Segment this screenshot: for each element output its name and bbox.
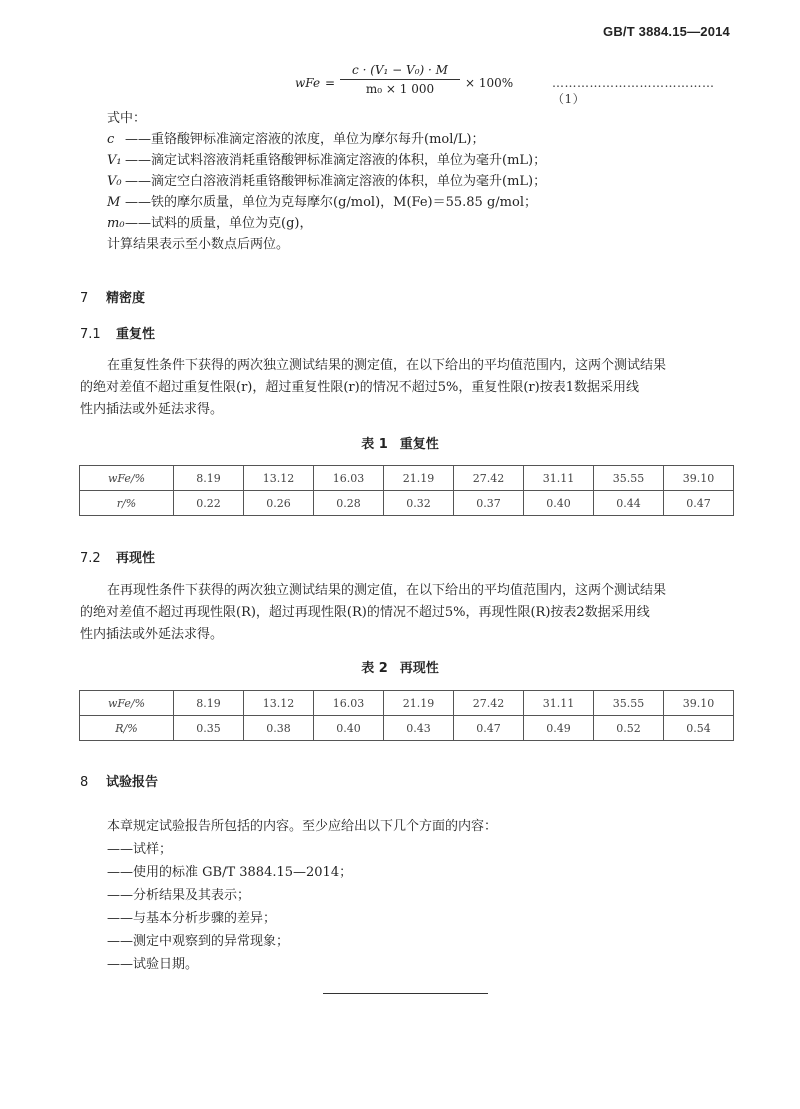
table-cell: 0.32 <box>384 491 454 516</box>
table-number: 表 2 <box>361 661 388 676</box>
formula-number <box>552 76 735 107</box>
definition-text: ——试料的质量，单位为克(g)， <box>125 216 313 231</box>
row-header: wFe/% <box>80 691 174 716</box>
section-title: 试验报告 <box>106 775 159 790</box>
where-intro: 式中： <box>107 111 147 126</box>
formula-denominator: m₀ × 1 000 <box>365 82 435 96</box>
table-cell: 0.40 <box>524 491 594 516</box>
table-cell: 27.42 <box>454 691 524 716</box>
result-precision-note: 计算结果表示至小数点后两位。 <box>107 237 290 252</box>
table-cell: 21.19 <box>384 691 454 716</box>
table-cell: 31.11 <box>524 691 594 716</box>
table-row <box>80 466 734 491</box>
section-8-heading <box>80 771 158 790</box>
table-cell: 8.19 <box>174 691 244 716</box>
table-cell: 39.10 <box>664 466 734 491</box>
reproducibility-paragraph <box>80 580 735 646</box>
table-cell: 39.10 <box>664 691 734 716</box>
list-item: ——试样； <box>107 842 173 857</box>
table-cell: 0.43 <box>384 716 454 741</box>
reproducibility-table <box>79 690 734 741</box>
definition-v0 <box>107 171 546 192</box>
list-item: ——使用的标准 GB/T 3884.15—2014； <box>107 865 353 880</box>
definition-c <box>107 129 546 150</box>
table-row <box>80 491 734 516</box>
table-cell: 0.47 <box>664 491 734 516</box>
table-2-caption <box>0 657 800 676</box>
repeatability-table <box>79 465 734 516</box>
paragraph-line: 在重复性条件下获得的两次独立测试结果的测定值，在以下给出的平均值范围内，这两个测试结果 <box>107 358 667 373</box>
table-cell: 0.40 <box>314 716 384 741</box>
section-title: 精密度 <box>106 291 146 306</box>
definition-symbol: V₁ <box>107 153 122 168</box>
formula-fraction <box>340 63 460 96</box>
formula-number-label: （1） <box>552 92 586 106</box>
paragraph-line: 的绝对差值不超过重复性限(r)，超过重复性限(r)的情况不超过5%，重复性限(r)按表1数据采用线 <box>80 380 639 395</box>
end-rule <box>323 993 488 994</box>
section-7-1-heading <box>80 323 155 342</box>
definition-symbol: m₀ <box>107 216 125 231</box>
table-cell: 16.03 <box>314 691 384 716</box>
section-7-2-heading <box>80 547 155 566</box>
section-title: 再现性 <box>116 551 156 566</box>
paragraph-line: 在再现性条件下获得的两次独立测试结果的测定值，在以下给出的平均值范围内，这两个测试结果 <box>107 583 667 598</box>
test-report-list <box>107 815 497 976</box>
table-cell: 0.49 <box>524 716 594 741</box>
definition-text: ——重铬酸钾标准滴定溶液的浓度，单位为摩尔每升(mol/L)； <box>125 132 485 147</box>
definition-symbol: V₀ <box>107 174 122 189</box>
definition-m0 <box>107 213 546 234</box>
table-cell: 0.22 <box>174 491 244 516</box>
definition-text: ——滴定试料溶液消耗重铬酸钾标准滴定溶液的体积，单位为毫升(mL)； <box>125 153 547 168</box>
table-cell: 0.38 <box>244 716 314 741</box>
table-title: 再现性 <box>399 661 439 676</box>
repeatability-paragraph <box>80 355 735 421</box>
definition-symbol: M <box>107 195 121 210</box>
section-7-heading <box>80 287 145 306</box>
table-cell: 35.55 <box>594 691 664 716</box>
table-cell: 27.42 <box>454 466 524 491</box>
table-row <box>80 691 734 716</box>
definition-v1 <box>107 150 546 171</box>
paragraph-line: 性内插法或外延法求得。 <box>80 627 224 642</box>
row-header: R/% <box>80 716 174 741</box>
formula-1 <box>295 63 735 105</box>
standard-id: GB/T 3884.15—2014 <box>603 24 730 39</box>
table-cell: 31.11 <box>524 466 594 491</box>
table-cell: 0.54 <box>664 716 734 741</box>
section-title: 重复性 <box>116 327 156 342</box>
table-number: 表 1 <box>361 437 388 452</box>
paragraph-line: 的绝对差值不超过再现性限(R)，超过再现性限(R)的情况不超过5%，再现性限(R)按表2数据采用线 <box>80 605 650 620</box>
section-number: 7.1 <box>80 327 101 342</box>
section-number: 7 <box>80 291 89 306</box>
list-item: ——试验日期。 <box>107 957 199 972</box>
formula-dot-leader: ………………………………… <box>552 76 715 90</box>
table-cell: 21.19 <box>384 466 454 491</box>
list-item: ——与基本分析步骤的差异； <box>107 911 277 926</box>
variable-definitions <box>107 108 546 255</box>
section-number: 7.2 <box>80 551 101 566</box>
table-row <box>80 716 734 741</box>
row-header: wFe/% <box>80 466 174 491</box>
definition-m <box>107 192 546 213</box>
formula-lhs: wFe <box>295 76 321 90</box>
formula-numerator: c · (V₁ − V₀) · M <box>340 63 460 80</box>
table-1-caption <box>0 433 800 452</box>
section-number: 8 <box>80 775 89 790</box>
table-cell: 16.03 <box>314 466 384 491</box>
table-title: 重复性 <box>399 437 439 452</box>
table-cell: 0.47 <box>454 716 524 741</box>
table-cell: 13.12 <box>244 466 314 491</box>
table-cell: 0.37 <box>454 491 524 516</box>
paragraph-line: 性内插法或外延法求得。 <box>80 402 224 417</box>
formula-percent: × 100% <box>465 76 514 90</box>
table-cell: 0.52 <box>594 716 664 741</box>
list-item: ——分析结果及其表示； <box>107 888 251 903</box>
definition-symbol: c <box>107 132 115 147</box>
table-cell: 35.55 <box>594 466 664 491</box>
table-cell: 0.28 <box>314 491 384 516</box>
table-cell: 13.12 <box>244 691 314 716</box>
row-header: r/% <box>80 491 174 516</box>
definition-text: ——铁的摩尔质量，单位为克每摩尔(g/mol)，M(Fe)＝55.85 g/mol； <box>125 195 537 210</box>
table-cell: 0.44 <box>594 491 664 516</box>
definition-text: ——滴定空白溶液消耗重铬酸钾标准滴定溶液的体积，单位为毫升(mL)； <box>125 174 547 189</box>
formula-equals: = <box>325 76 336 90</box>
report-intro: 本章规定试验报告所包括的内容。至少应给出以下几个方面的内容： <box>107 819 498 834</box>
table-cell: 8.19 <box>174 466 244 491</box>
table-cell: 0.35 <box>174 716 244 741</box>
table-cell: 0.26 <box>244 491 314 516</box>
list-item: ——测定中观察到的异常现象； <box>107 934 290 949</box>
